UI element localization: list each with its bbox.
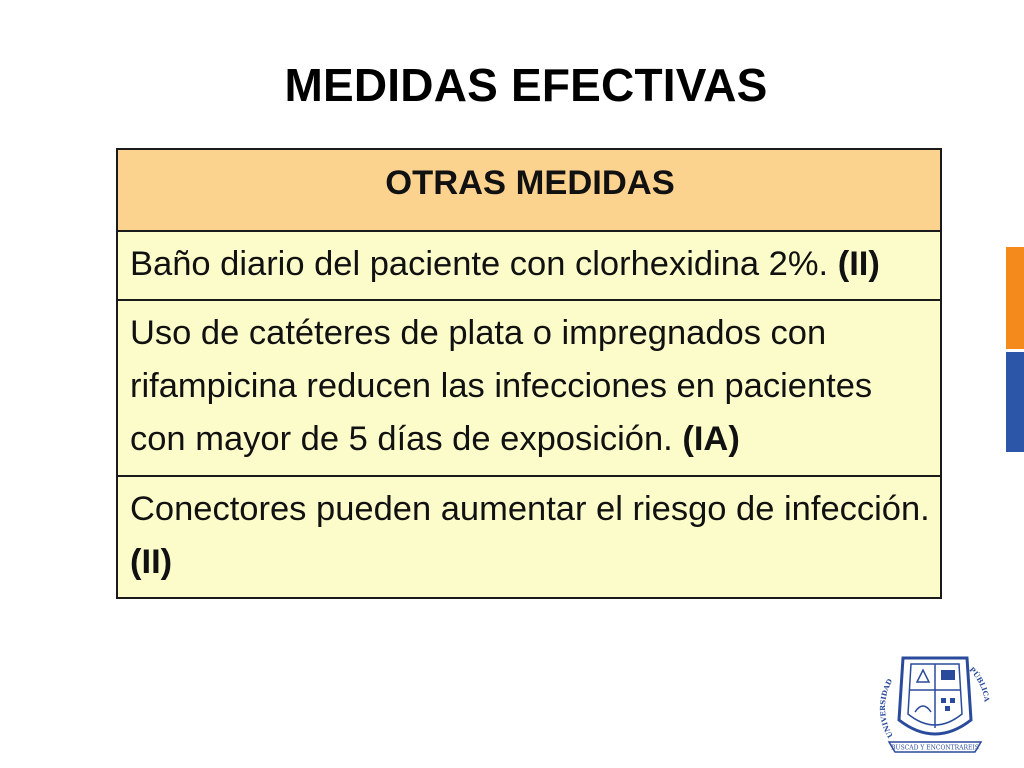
table-header-row bbox=[117, 149, 941, 231]
seal-motto: BUSCAD Y ENCONTRAREIS bbox=[891, 744, 979, 752]
measures-table bbox=[116, 148, 942, 599]
table-row bbox=[117, 300, 941, 475]
side-accent-blue bbox=[1006, 352, 1024, 452]
table-row bbox=[117, 231, 941, 300]
table-header: OTRAS MEDIDAS bbox=[117, 149, 941, 231]
table-row bbox=[117, 476, 941, 598]
measure-text: Conectores pueden aumentar el riesgo de infección. bbox=[130, 489, 930, 528]
evidence-grade: (II) bbox=[130, 542, 173, 581]
seal-left-lettering: UNIVERSIDAD bbox=[878, 677, 895, 740]
university-seal-icon bbox=[875, 650, 995, 756]
side-accent-orange bbox=[1006, 247, 1024, 349]
slide-title: MEDIDAS EFECTIVAS bbox=[284, 59, 768, 111]
measure-text: Baño diario del paciente con clorhexidina 2%. bbox=[130, 245, 829, 283]
evidence-grade: (II) bbox=[837, 245, 880, 283]
seal-right-lettering: PÚBLICA bbox=[967, 665, 992, 703]
evidence-grade: (IA) bbox=[682, 420, 740, 459]
measure-text: Uso de catéteres de plata o impregnados con rifampicina reducen las infecciones en pacientes con mayor de 5 días de exposición. bbox=[130, 314, 873, 459]
table-cell bbox=[117, 300, 941, 475]
table-cell bbox=[117, 476, 941, 598]
table-cell bbox=[117, 231, 941, 300]
